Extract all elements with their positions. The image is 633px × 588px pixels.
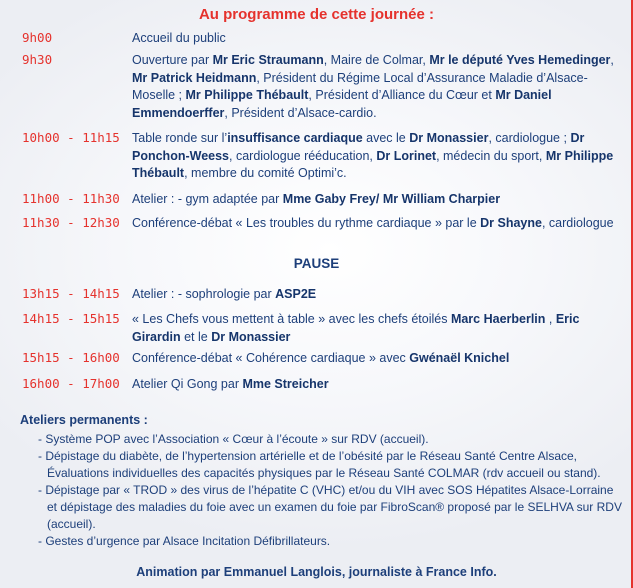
- program-title: Au programme de cette journée :: [198, 6, 435, 23]
- list-item: - Système POP avec l’Association « Cœur à l’écoute » sur RDV (accueil).: [38, 432, 429, 446]
- schedule-time: 11h00 - 11h30: [22, 191, 120, 206]
- schedule-time: 13h15 - 14h15: [22, 286, 120, 301]
- list-item: - Gestes d’urgence par Alsace Incitation Défibrillateurs.: [38, 534, 331, 548]
- schedule-description: Conférence-débat « Les troubles du rythme cardiaque » par le Dr Shayne, cardiologue: [132, 216, 614, 230]
- list-item: - Dépistage du diabète, de l’hypertension artérielle et de l’obésité par le Réseau Santé Centre Alsace, Évaluations individuelles des capacités physiques par le Réseau Santé COLMAR (rdv accueil ou stand).: [38, 449, 601, 480]
- schedule-time: 9h00: [22, 30, 53, 45]
- schedule-time: 15h15 - 16h00: [22, 350, 120, 365]
- schedule-description: Atelier Qi Gong par Mme Streicher: [132, 377, 329, 391]
- schedule-description: Ouverture par Mr Eric Straumann, Maire de Colmar, Mr le député Yves Hemedinger, Mr Patrick Heidmann, Président du Régime Local d’Assurance Maladie d’Alsace-Moselle ; Mr Philippe Thébault, Président d’Alliance du Cœur et Mr Daniel Emmendoerffer, Président d’Alsace-cardio.: [132, 53, 614, 120]
- schedule-description: Table ronde sur l’insuffisance cardiaque avec le Dr Monassier, cardiologue ; Dr Ponchon-Weess, cardiologue rééducation, Dr Lorinet, médecin du sport, Mr Philippe Thébault, membre du comité Optimi’c.: [132, 131, 614, 181]
- ateliers-list: [38, 431, 623, 550]
- schedule-time: 9h30: [22, 52, 53, 67]
- pause-heading: PAUSE: [293, 256, 340, 271]
- list-item: - Dépistage par « TROD » des virus de l’hépatite C (VHC) et/ou du VIH avec SOS Hépatites Alsace-Lorraine et dépistage des maladies du foie avec un examen du foie par FibroScan® proposé par le SELHVA sur RDV (accueil).: [38, 483, 622, 531]
- schedule-description: Atelier : - sophrologie par ASP2E: [132, 287, 317, 301]
- schedule-time: 11h30 - 12h30: [22, 215, 120, 230]
- schedule-time: 16h00 - 17h00: [22, 376, 120, 391]
- footer-credit: Animation par Emmanuel Langlois, journaliste à France Info.: [136, 565, 497, 579]
- schedule-description: « Les Chefs vous mettent à table » avec les chefs étoilés Marc Haerberlin , Eric Girardin et le Dr Monassier: [132, 312, 580, 344]
- schedule-time: 14h15 - 15h15: [22, 311, 120, 326]
- schedule-description: Atelier : - gym adaptée par Mme Gaby Frey/ Mr William Charpier: [132, 192, 501, 206]
- ateliers-heading: Ateliers permanents :: [20, 413, 148, 427]
- schedule-time: 10h00 - 11h15: [22, 130, 120, 145]
- schedule-description: Conférence-débat « Cohérence cardiaque » avec Gwénaël Knichel: [132, 351, 510, 365]
- schedule-description: Accueil du public: [132, 31, 226, 45]
